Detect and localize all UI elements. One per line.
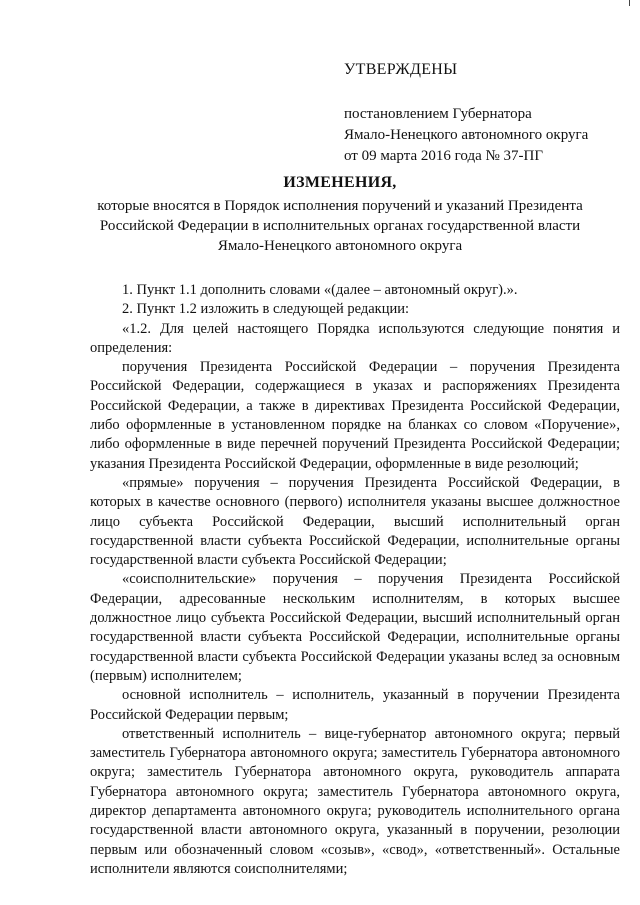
body-paragraph: поручения Президента Российской Федерации – поручения Президента Российской Федерации, содержащиеся в указах и распоряжениях Президента Российской Федерации, а также в директивах Президента Российской Федерации, либо оформленные в установленном порядке на бланках со словом «Поручение», либо оформленные в виде перечней поручений Президента Российской Федерации; указания Президента Российской Федерации, оформленные в виде резолюций;	[90, 359, 620, 472]
body-paragraph: «соисполнительские» поручения – поручения Президента Российской Федерации, адресованные нескольким исполнителям, в которых высшее должностное лицо субъекта Российской Федерации, высший исполнительный орган государственной власти субъекта Российской Федерации, исполнительные органы государственной власти субъекта Российской Федерации указаны вслед за основным (первым) исполнителем;	[90, 571, 620, 684]
body-paragraph: 1. Пункт 1.1 дополнить словами «(далее – автономный округ).».	[122, 282, 518, 298]
document-title: ИЗМЕНЕНИЯ,	[283, 174, 397, 191]
approval-line: от 09 марта 2016 года № 37-ПГ	[344, 148, 544, 164]
body-paragraph: ответственный исполнитель – вице-губернатор автономного округа; первый заместитель Губернатора автономного округа; заместитель Губернатора автономного округа; заместитель Губернатора автономного округа, руководитель аппарата Губернатора автономного округа; заместитель Губернатора автономного округа, директор департамента автономного округа; руководитель исполнительного органа государственной власти автономного округа, указанный в поручении, резолюции первым или обозначенный словом «созыв», «свод», «ответственный». Остальные исполнители являются соисполнителями;	[90, 725, 620, 877]
scan-mark	[629, 0, 630, 6]
approval-line: Ямало-Ненецкого автономного округа	[344, 127, 589, 143]
document-heading	[60, 172, 620, 256]
document-subtitle-line: которые вносятся в Порядок исполнения поручений и указаний Президента	[97, 198, 583, 214]
body-paragraph: 2. Пункт 1.2 изложить в следующей редакции:	[122, 301, 410, 318]
body-paragraph: «1.2. Для целей настоящего Порядка используются следующие понятия и определения:	[90, 320, 620, 356]
body-paragraph: «прямые» поручения – поручения Президента Российской Федерации, в которых в качестве основного (первого) исполнителя указаны высшее должностное лицо субъекта Российской Федерации, высший исполнительный орган государственной власти субъекта Российской Федерации, исполнительные органы государственной власти субъекта Российской Федерации;	[90, 474, 620, 569]
document-subtitle-line: Ямало-Ненецкого автономного округа	[217, 238, 463, 254]
approval-line: постановлением Губернатора	[344, 106, 532, 122]
document-body	[90, 281, 620, 879]
approval-title: УТВЕРЖДЕНЫ	[344, 61, 458, 78]
document-subtitle-line: Российской Федерации в исполнительных органах государственной власти	[99, 218, 581, 234]
body-paragraph: основной исполнитель – исполнитель, указанный в поручении Президента Российской Федерации первым;	[90, 687, 620, 723]
approval-block	[344, 60, 624, 167]
